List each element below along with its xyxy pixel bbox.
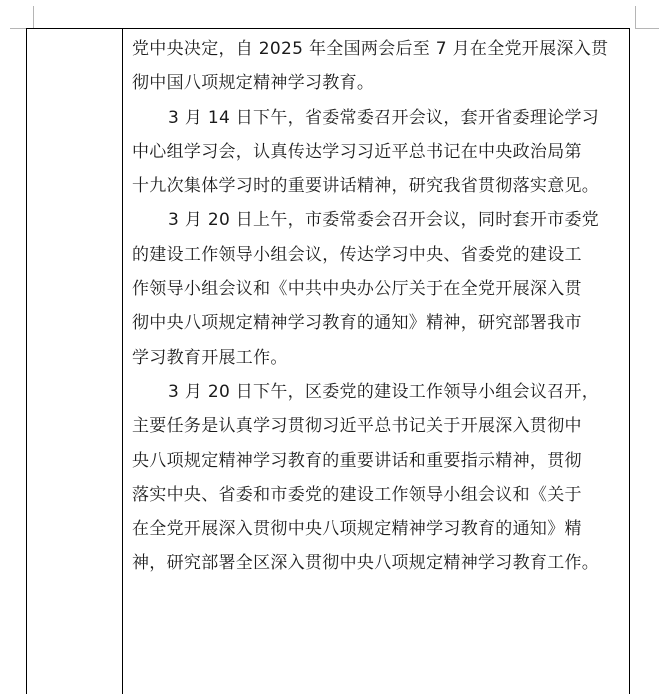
- text-line: 在全党开展深入贯彻中央八项规定精神学习教育的通知》精: [132, 519, 582, 540]
- table-border-right: [629, 28, 630, 694]
- paragraph: [132, 375, 624, 581]
- table-column-divider: [122, 28, 123, 694]
- table-label-cell: [27, 29, 122, 694]
- text-line: 中心组学习会，认真传达学习习近平总书记在中央政治局第: [132, 141, 582, 162]
- text-line: 彻中国八项规定精神学习教育。: [132, 73, 375, 94]
- text-line: 3 月 20 日下午，区委党的建设工作领导小组会议召开，: [168, 381, 600, 402]
- text-line: 3 月 14 日下午，省委常委召开会议，套开省委理论学习: [168, 107, 600, 128]
- text-line: 央八项规定精神学习教育的重要讲话和重要指示精神，贯彻: [132, 450, 582, 471]
- text-line: 主要任务是认真学习贯彻习近平总书记关于开展深入贯彻中: [132, 416, 582, 437]
- text-line: 3 月 20 日上午，市委常委会召开会议，同时套开市委党: [168, 210, 600, 231]
- margin-corner-mark-top-left: [33, 6, 34, 28]
- paragraph: [132, 101, 624, 204]
- text-line: 的建设工作领导小组会议，传达学习中央、省委党的建设工: [132, 244, 582, 265]
- text-line: 党中央决定，自 2025 年全国两会后至 7 月在全党开展深入贯: [132, 39, 609, 59]
- text-line: 十九次集体学习时的重要讲话精神，研究我省贯彻落实意见。: [132, 176, 600, 197]
- text-line: 学习教育开展工作。: [132, 347, 288, 368]
- text-line: 作领导小组会议和《中共中央办公厅关于在全党开展深入贯: [132, 279, 582, 300]
- paragraph: [132, 32, 624, 101]
- text-line: 神，研究部署全区深入贯彻中央八项规定精神学习教育工作。: [132, 553, 600, 574]
- text-line: 落实中央、省委和市委党的建设工作领导小组会议和《关于: [132, 484, 582, 505]
- text-line: 彻中央八项规定精神学习教育的通知》精神，研究部署我市: [132, 313, 582, 334]
- table-content-cell[interactable]: [132, 32, 624, 581]
- margin-corner-mark-top-right: [635, 28, 659, 29]
- paragraph: [132, 203, 624, 374]
- margin-corner-mark-top-right: [635, 6, 636, 28]
